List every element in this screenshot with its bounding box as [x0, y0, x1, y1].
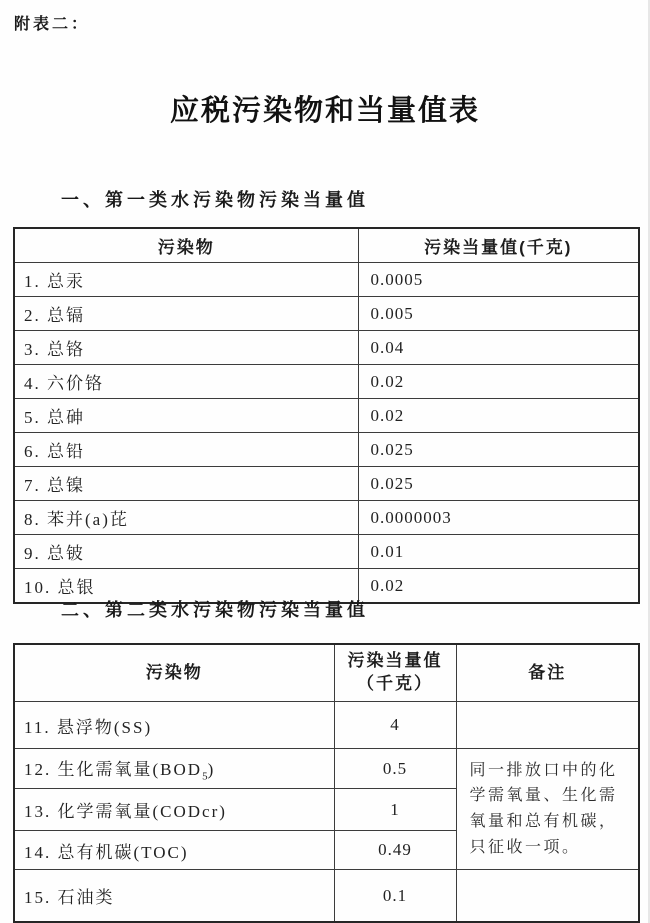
equivalent-value-cell: 0.02 — [358, 365, 639, 399]
equivalent-value-cell: 4 — [334, 702, 456, 749]
remark-cell — [456, 702, 639, 749]
second-class-water-pollutants-table — [13, 643, 640, 923]
equivalent-value-cell: 0.04 — [358, 331, 639, 365]
equivalent-value-cell: 0.025 — [358, 433, 639, 467]
table-row — [14, 501, 639, 535]
pollutant-name-cell: 11. 悬浮物(SS) — [14, 702, 334, 749]
page-title: 应税污染物和当量值表 — [169, 95, 480, 127]
pollutant-name-cell: 5. 总砷 — [14, 399, 358, 433]
equivalent-value-cell: 0.5 — [334, 749, 456, 789]
pollutant-name-cell: 10. 总银 — [14, 569, 358, 604]
remark-column-header: 备注 — [456, 644, 639, 702]
pollutant-name-cell: 14. 总有机碳(TOC) — [14, 831, 334, 870]
table-row — [14, 467, 639, 501]
table-row — [14, 749, 639, 789]
table-row — [14, 263, 639, 297]
equivalent-value-cell: 0.0000003 — [358, 501, 639, 535]
first-class-water-pollutants-table — [13, 227, 640, 604]
equivalent-value-cell: 1 — [334, 789, 456, 831]
equivalent-value-header-line2: （千克） — [357, 674, 433, 693]
table-header-row — [14, 228, 639, 263]
pollutant-name-subscript: 5 — [202, 770, 208, 783]
equivalent-value-column-header: 污染当量值(千克) — [358, 228, 639, 263]
equivalent-value-header-line1: 污染当量值 — [347, 651, 443, 671]
table-row — [14, 365, 639, 399]
table-row — [14, 702, 639, 749]
equivalent-value-column-header — [334, 644, 456, 702]
table-row — [14, 331, 639, 365]
pollutant-column-header: 污染物 — [14, 644, 334, 702]
pollutant-name-cell: 7. 总镍 — [14, 467, 358, 501]
equivalent-value-cell: 0.49 — [334, 831, 456, 870]
pollutant-name-cell: 13. 化学需氧量(CODcr) — [14, 789, 334, 831]
section-one-heading: 一、第一类水污染物污染当量值 — [61, 190, 369, 210]
pollutant-name-cell — [14, 749, 334, 789]
table-row — [14, 535, 639, 569]
table-header-row — [14, 644, 639, 702]
table-row — [14, 433, 639, 467]
merged-remark-cell: 同一排放口中的化学需氧量、生化需氧量和总有机碳，只征收一项。 — [456, 749, 639, 870]
equivalent-value-cell: 0.1 — [334, 870, 456, 923]
pollutant-name-cell: 3. 总铬 — [14, 331, 358, 365]
pollutant-name-cell: 2. 总镉 — [14, 297, 358, 331]
pollutant-name-cell: 6. 总铅 — [14, 433, 358, 467]
pollutant-name-cell: 1. 总汞 — [14, 263, 358, 297]
remark-cell — [456, 870, 639, 923]
pollutant-name-cell: 15. 石油类 — [14, 870, 334, 923]
table-row — [14, 297, 639, 331]
section-two-heading: 二、第二类水污染物污染当量值 — [61, 600, 369, 620]
appendix-label: 附表二： — [14, 16, 91, 33]
equivalent-value-cell: 0.02 — [358, 569, 639, 604]
pollutant-name-cell: 8. 苯并(a)芘 — [14, 501, 358, 535]
equivalent-value-cell: 0.0005 — [358, 263, 639, 297]
pollutant-name-text: 12. 生化需氧量(BOD — [24, 759, 203, 779]
equivalent-value-cell: 0.005 — [358, 297, 639, 331]
pollutant-name-cell: 4. 六价铬 — [14, 365, 358, 399]
equivalent-value-cell: 0.01 — [358, 535, 639, 569]
equivalent-value-cell: 0.02 — [358, 399, 639, 433]
table-row — [14, 399, 639, 433]
pollutant-name-text: ) — [207, 759, 216, 779]
equivalent-value-cell: 0.025 — [358, 467, 639, 501]
pollutant-name-cell: 9. 总铍 — [14, 535, 358, 569]
table-row — [14, 870, 639, 923]
pollutant-column-header: 污染物 — [14, 228, 358, 263]
